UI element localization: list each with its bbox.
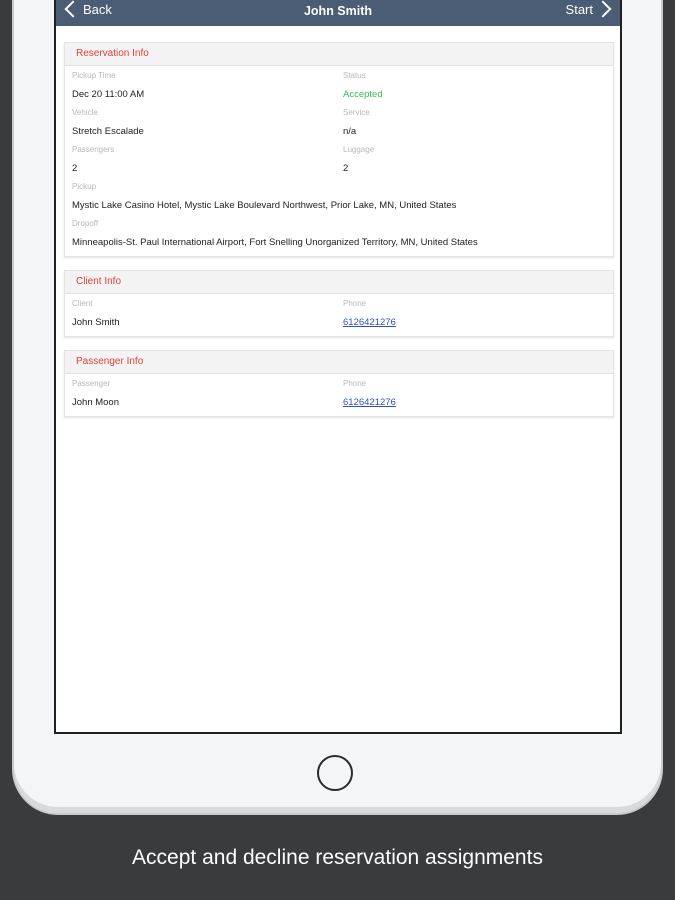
start-button[interactable]	[566, 0, 612, 20]
client-phone-label: Phone	[343, 299, 367, 308]
vehicle-field	[72, 108, 144, 138]
client-label: Client	[72, 299, 93, 308]
page-title: John Smith	[303, 4, 373, 18]
service-field	[343, 108, 370, 138]
client-value: John Smith	[72, 317, 120, 328]
passenger-field	[72, 379, 119, 409]
passenger-phone-link[interactable]: 6126421276	[343, 397, 396, 408]
client-phone-field	[343, 299, 396, 329]
client-info-card	[64, 270, 614, 337]
passenger-phone-field	[343, 379, 396, 409]
client-phone-link[interactable]: 6126421276	[343, 317, 396, 328]
home-button[interactable]	[317, 755, 353, 791]
passenger-info-header: Passenger Info	[65, 351, 613, 374]
client-field	[72, 299, 120, 329]
status-label: Status	[343, 71, 366, 80]
dropoff-label: Dropoff	[72, 219, 99, 228]
service-value: n/a	[343, 126, 357, 137]
vehicle-label: Vehicle	[72, 108, 98, 117]
client-info-header: Client Info	[65, 271, 613, 294]
passenger-value: John Moon	[72, 397, 120, 408]
luggage-label: Luggage	[343, 145, 375, 154]
reservation-info-header: Reservation Info	[65, 43, 613, 66]
pickup-field	[72, 182, 456, 212]
vehicle-value: Stretch Escalade	[72, 126, 144, 137]
luggage-field	[343, 145, 374, 175]
service-label: Service	[343, 108, 370, 117]
dropoff-field	[72, 219, 478, 249]
passenger-info-card	[64, 350, 614, 417]
passengers-value: 2	[72, 163, 78, 174]
status-value: Accepted	[343, 89, 383, 100]
luggage-value: 2	[343, 163, 349, 174]
passenger-phone-label: Phone	[343, 379, 367, 388]
pickup-time-value: Dec 20 11:00 AM	[72, 89, 145, 100]
chevron-right-icon	[595, 1, 612, 18]
app-screen	[54, 0, 622, 734]
pickup-value: Mystic Lake Casino Hotel, Mystic Lake Boulevard Northwest, Prior Lake, MN, United States	[72, 200, 457, 211]
passengers-label: Passengers	[72, 145, 115, 154]
back-label: Back	[83, 1, 112, 17]
pickup-time-label: Pickup Time	[72, 71, 116, 80]
passengers-field	[72, 145, 114, 175]
promo-caption: Accept and decline reservation assignments	[132, 846, 543, 869]
pickup-time-field	[72, 71, 144, 101]
tablet-frame	[14, 0, 661, 813]
dropoff-value: Minneapolis-St. Paul International Airport, Fort Snelling Unorganized Territory, MN, United States	[72, 237, 478, 248]
status-field	[343, 71, 383, 101]
passenger-label: Passenger	[72, 379, 111, 388]
navigation-bar	[56, 0, 620, 26]
pickup-label: Pickup	[72, 182, 97, 191]
reservation-info-card	[64, 42, 614, 257]
start-label: Start	[565, 1, 593, 17]
